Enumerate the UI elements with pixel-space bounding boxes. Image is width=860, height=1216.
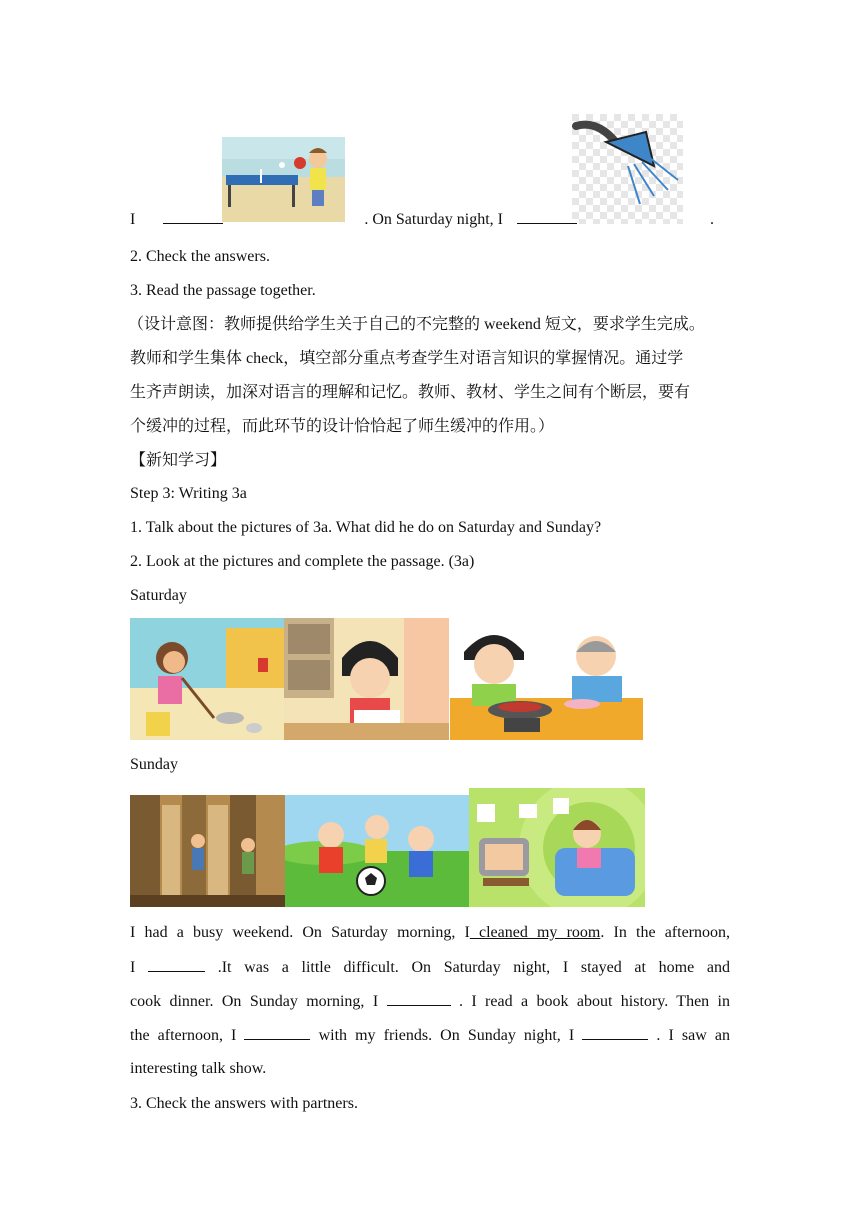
passage-text: cook dinner. On Sunday morning, I: [130, 993, 379, 1010]
step3-question-1: 1. Talk about the pictures of 3a. What did he do on Saturday and Sunday?: [130, 519, 602, 536]
shower-head-image: [572, 114, 683, 224]
design-note-line: 生齐声朗读，加深对语言的理解和记忆。教师、教材、学生之间有个断层，要有: [130, 384, 691, 401]
answer-blank[interactable]: [163, 209, 223, 224]
design-note-line: （设计意图：教师提供给学生关于自己的不完整的 weekend 短文，要求学生完成。: [128, 316, 705, 333]
passage-text: with my friends. On Sunday night, I: [318, 1027, 575, 1044]
example-answer: cleaned my room: [469, 924, 601, 941]
sunday-label: Sunday: [130, 756, 178, 773]
saturday-cleaning-image: [130, 618, 284, 740]
step3-question-2: 2. Look at the pictures and complete the passage. (3a): [130, 553, 475, 570]
passage-line-3: [130, 991, 730, 1012]
passage-text: . I read a book about history. Then in: [458, 993, 730, 1010]
section-title: 【新知学习】: [130, 452, 227, 469]
answer-blank[interactable]: [517, 209, 577, 224]
step3-title: Step 3: Writing 3a: [130, 485, 247, 502]
design-note-line: 个缓冲的过程，而此环节的设计恰恰起了师生缓冲的作用。）: [130, 418, 555, 435]
passage-text: .It was a little difficult. On Saturday night, I stayed at home and: [217, 959, 730, 976]
passage-text: I: [130, 959, 136, 976]
passage-text: . In the afternoon,: [600, 924, 730, 941]
saturday-cooking-image: [450, 618, 643, 740]
top-line-prefix: I: [130, 211, 136, 228]
saturday-homework-image: [284, 618, 449, 740]
top-fill-line: [130, 209, 714, 230]
saturday-label: Saturday: [130, 587, 187, 604]
design-note-line: 教师和学生集体 check，填空部分重点考查学生对语言知识的掌握情况。通过学: [130, 350, 684, 367]
passage-line-1: [130, 923, 730, 943]
answer-blank[interactable]: [582, 1025, 648, 1040]
top-line-suffix: .: [709, 211, 714, 228]
step-read-passage: 3. Read the passage together.: [130, 282, 316, 299]
sunday-soccer-image: [285, 795, 469, 907]
passage-text: I had a busy weekend. On Saturday morning, I: [130, 924, 470, 941]
passage-text: . I saw an: [656, 1027, 730, 1044]
top-line-middle: . On Saturday night, I: [364, 211, 503, 228]
sunday-library-image: [130, 795, 285, 907]
passage-line-5: interesting talk show.: [130, 1060, 267, 1077]
sunday-tv-image: [469, 788, 645, 907]
passage-text: the afternoon, I: [130, 1027, 237, 1044]
answer-blank[interactable]: [387, 991, 451, 1006]
answer-blank[interactable]: [148, 957, 205, 972]
answer-blank[interactable]: [244, 1025, 310, 1040]
passage-line-4: [130, 1025, 730, 1046]
passage-line-2: [130, 957, 730, 978]
final-step: 3. Check the answers with partners.: [130, 1095, 358, 1112]
step-check-answers: 2. Check the answers.: [130, 248, 270, 265]
